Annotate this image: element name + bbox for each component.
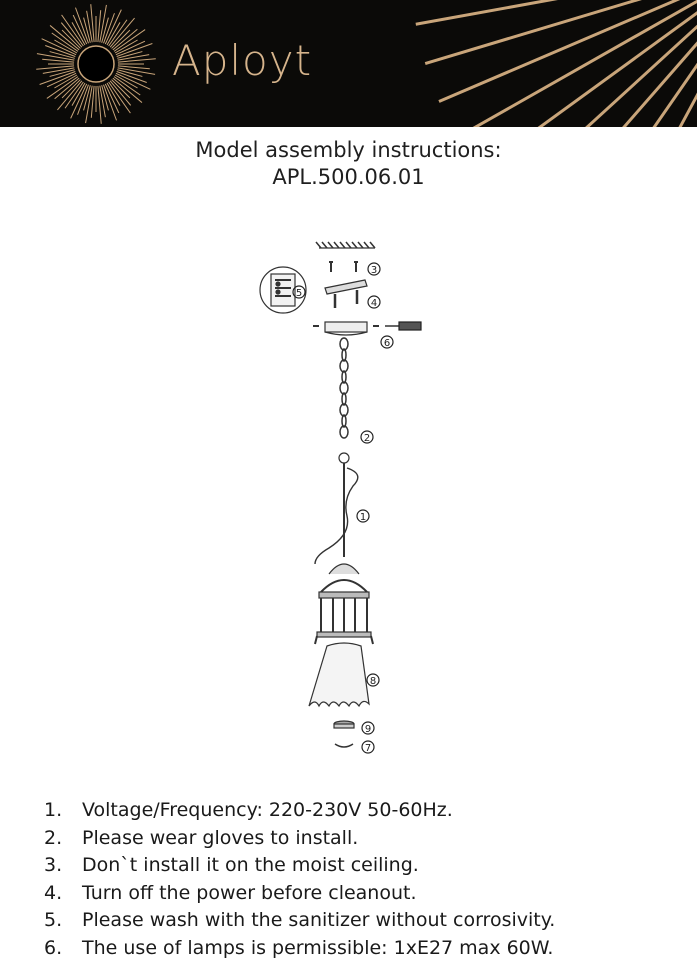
svg-text:3: 3: [370, 265, 378, 276]
list-item: 1. Voltage/Frequency: 220-230V 50-60Hz.: [44, 799, 453, 821]
instruction-notes: [44, 797, 555, 963]
svg-text:2: 2: [363, 433, 371, 444]
title-line-1: Model assembly instructions:: [195, 138, 502, 162]
callout-8: [367, 674, 379, 687]
callout-4: [368, 296, 380, 309]
washer: [335, 744, 353, 747]
brand-banner: [0, 0, 697, 127]
callout-2: [361, 431, 373, 444]
list-item: 2. Please wear gloves to install.: [44, 826, 359, 849]
ceiling-screws: [329, 262, 358, 272]
chain: [340, 338, 348, 438]
cord: [315, 453, 358, 564]
svg-text:5: 5: [295, 288, 303, 299]
chain-link: [340, 338, 348, 350]
list-item: 4. Turn off the power before cleanout.: [44, 881, 417, 904]
list-item: 6. The use of lamps is permissible: 1xE27 max 60W.: [44, 936, 554, 959]
chain-link: [342, 371, 346, 383]
callout-6: [381, 336, 393, 349]
glass-shade: [309, 643, 369, 706]
corner-ray: [416, 0, 697, 24]
brand-logo-text: Aployt: [172, 36, 313, 85]
svg-text:6: 6: [383, 338, 391, 349]
list-item: 3. Don`t install it on the moist ceiling.: [44, 854, 419, 877]
callout-3: [368, 263, 380, 276]
svg-text:7: 7: [364, 743, 372, 754]
callout-7: [362, 741, 374, 754]
sunburst-logo-graphic: [0, 0, 697, 127]
page-title: [0, 137, 697, 191]
chain-link: [340, 404, 348, 416]
chain-link: [342, 393, 346, 405]
chain-link: [342, 415, 346, 427]
callout-1: [357, 510, 369, 523]
canopy: [313, 322, 379, 335]
model-number: APL.500.06.01: [272, 165, 425, 189]
ceiling-hatch: [316, 242, 375, 248]
svg-text:4: 4: [370, 298, 378, 309]
callout-9: [362, 722, 374, 735]
svg-text:9: 9: [364, 724, 372, 735]
socket-ring: [334, 721, 354, 728]
chain-link: [340, 360, 348, 372]
chain-link: [340, 382, 348, 394]
cable-connector: [385, 322, 421, 330]
mounting-bar: [325, 280, 367, 308]
assembly-diagram: [255, 236, 435, 761]
lamp-cage: [315, 564, 373, 644]
list-item: 5. Please wash with the sanitizer without corrosivity.: [44, 909, 556, 932]
svg-text:1: 1: [359, 512, 367, 523]
svg-text:8: 8: [369, 676, 377, 687]
chain-link: [342, 349, 346, 361]
chain-link: [340, 426, 348, 438]
